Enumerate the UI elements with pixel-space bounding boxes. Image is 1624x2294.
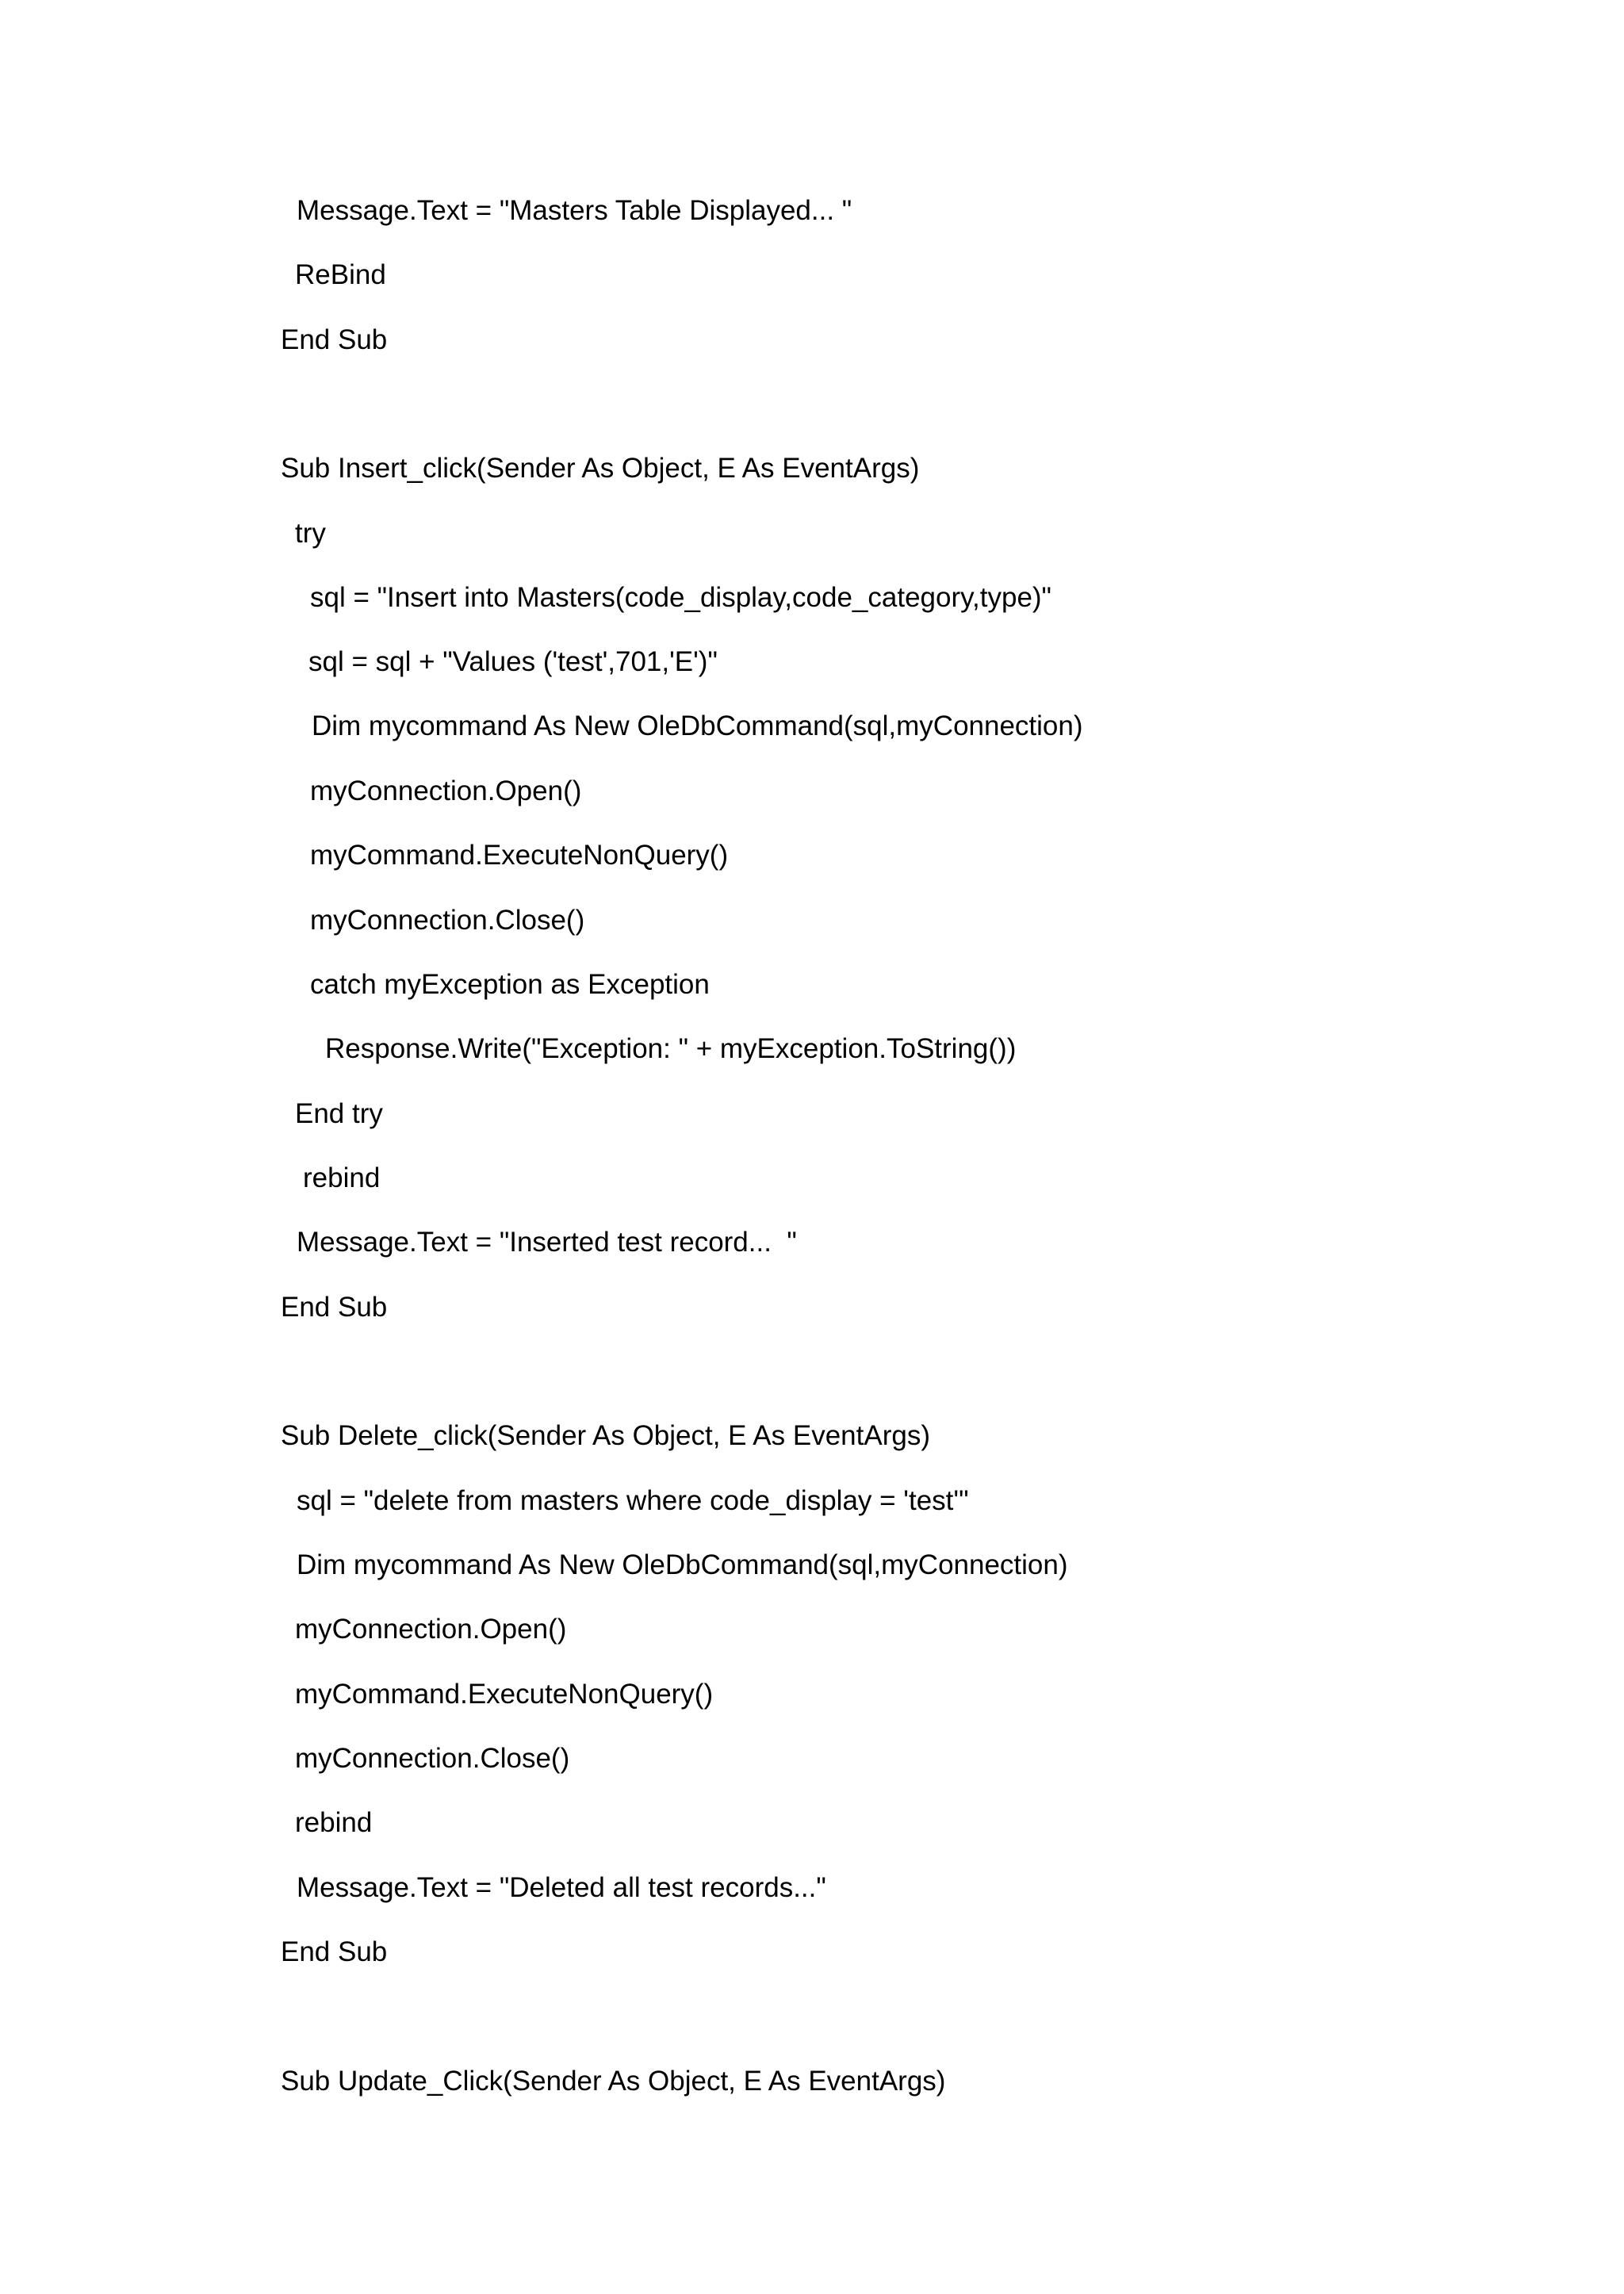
code-line: ReBind	[295, 259, 386, 290]
code-line: rebind	[295, 1807, 373, 1838]
code-line: Message.Text = "Masters Table Displayed... "	[297, 195, 852, 226]
code-line: End Sub	[281, 1292, 388, 1323]
code-line: Dim mycommand As New OleDbCommand(sql,myConnection)	[297, 1549, 1068, 1580]
code-line: Sub Update_Click(Sender As Object, E As EventArgs)	[281, 2066, 946, 2097]
code-line: Message.Text = "Deleted all test records..."	[297, 1872, 826, 1903]
code-line: myCommand.ExecuteNonQuery()	[295, 1679, 714, 1710]
code-line: Sub Delete_click(Sender As Object, E As EventArgs)	[281, 1420, 930, 1451]
code-line: myConnection.Close()	[295, 1743, 570, 1774]
code-line: sql = "delete from masters where code_display = 'test'"	[297, 1485, 969, 1516]
code-line: rebind	[303, 1162, 381, 1193]
code-line: Message.Text = "Inserted test record... "	[297, 1227, 797, 1258]
code-line: End Sub	[281, 1936, 388, 1967]
code-line: Response.Write("Exception: " + myException.ToString())	[325, 1033, 1017, 1064]
code-line: End try	[295, 1098, 383, 1129]
code-line: sql = "Insert into Masters(code_display,code_category,type)"	[310, 582, 1051, 613]
code-line: Sub Insert_click(Sender As Object, E As EventArgs)	[281, 453, 920, 484]
code-line: sql = sql + "Values ('test',701,'E')"	[308, 646, 718, 677]
code-line: End Sub	[281, 324, 388, 355]
code-line: myConnection.Open()	[310, 776, 582, 806]
code-line: catch myException as Exception	[310, 969, 710, 1000]
code-line: myConnection.Open()	[295, 1614, 567, 1645]
code-line: try	[295, 518, 326, 549]
code-line: Dim mycommand As New OleDbCommand(sql,myConnection)	[312, 710, 1083, 741]
code-line: myConnection.Close()	[310, 905, 585, 936]
code-line: myCommand.ExecuteNonQuery()	[310, 840, 729, 871]
